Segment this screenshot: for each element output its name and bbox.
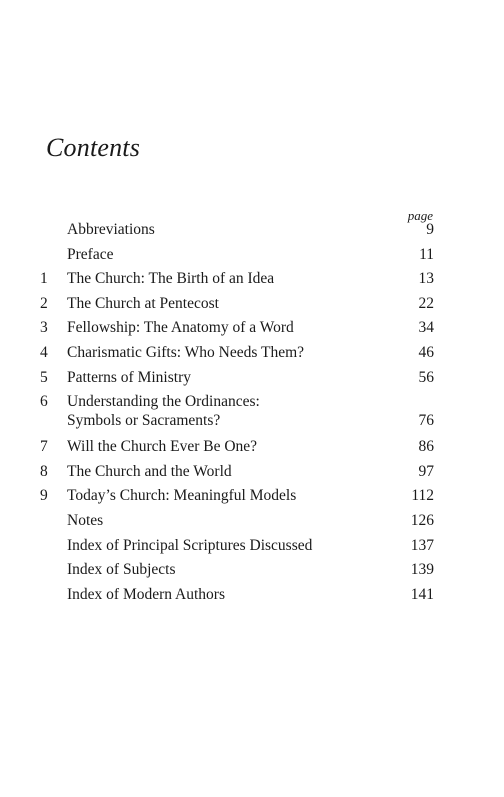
entry-title: Charismatic Gifts: Who Needs Them? [67,343,305,361]
toc-entry [40,511,434,530]
entry-title: The Church at Pentecost [67,294,219,312]
toc-entry [40,536,434,555]
toc-entry [40,368,434,387]
page-number: 137 [410,536,434,554]
entry-title: Index of Principal Scriptures Discussed [67,536,313,554]
page-number: 9 [426,221,434,238]
toc-entry [40,462,434,481]
chapter-number: 6 [40,393,48,411]
page-number: 11 [419,245,434,263]
toc-entry [40,245,434,264]
entry-title: Fellowship: The Anatomy of a Word [67,319,294,337]
toc-entry [40,318,434,337]
toc-entry [40,486,434,505]
entry-title: Patterns of Ministry [67,368,191,386]
toc-entry [40,294,434,313]
entry-title: The Church: The Birth of an Idea [67,270,275,288]
page-number: 112 [411,487,434,505]
page-number: 46 [418,343,434,361]
toc-entry [40,269,434,288]
toc-entry [40,585,434,604]
entry-title: The Church and the World [67,462,232,480]
entry-title: Preface [67,245,114,263]
entry-title: Abbreviations [67,221,155,238]
entry-title: Will the Church Ever Be One? [67,438,258,456]
page-number: 141 [410,585,434,603]
page-number: 22 [418,294,434,312]
entry-title: Index of Modern Authors [67,585,225,603]
chapter-number: 8 [40,462,48,480]
page-column-label: page [407,208,433,223]
page-number: 56 [418,368,434,386]
page-number: 86 [418,438,434,456]
page-number: 97 [418,462,434,480]
contents-heading: Contents [46,133,141,162]
chapter-number: 9 [40,487,48,505]
chapter-number: 2 [40,294,48,312]
page-number: 34 [418,319,434,337]
table-of-contents [40,220,434,609]
toc-entry [40,392,434,430]
toc-entry [40,437,434,456]
chapter-number: 4 [40,343,48,361]
toc-entry [40,560,434,579]
page-number: 76 [418,412,434,430]
toc-entry [40,343,434,362]
chapter-number: 1 [40,270,48,288]
entry-title: Index of Subjects [67,561,176,579]
chapter-number: 5 [40,368,48,386]
chapter-number: 7 [40,438,48,456]
page-number: 139 [410,561,434,579]
entry-title: Notes [67,511,104,529]
chapter-number: 3 [40,319,48,337]
entry-title: Today’s Church: Meaningful Models [67,487,297,505]
toc-entry [40,220,434,239]
page-number: 13 [418,270,434,288]
entry-title: Understanding the Ordinances: Symbols or Sacraments? [67,393,260,430]
page-number: 126 [410,511,434,529]
